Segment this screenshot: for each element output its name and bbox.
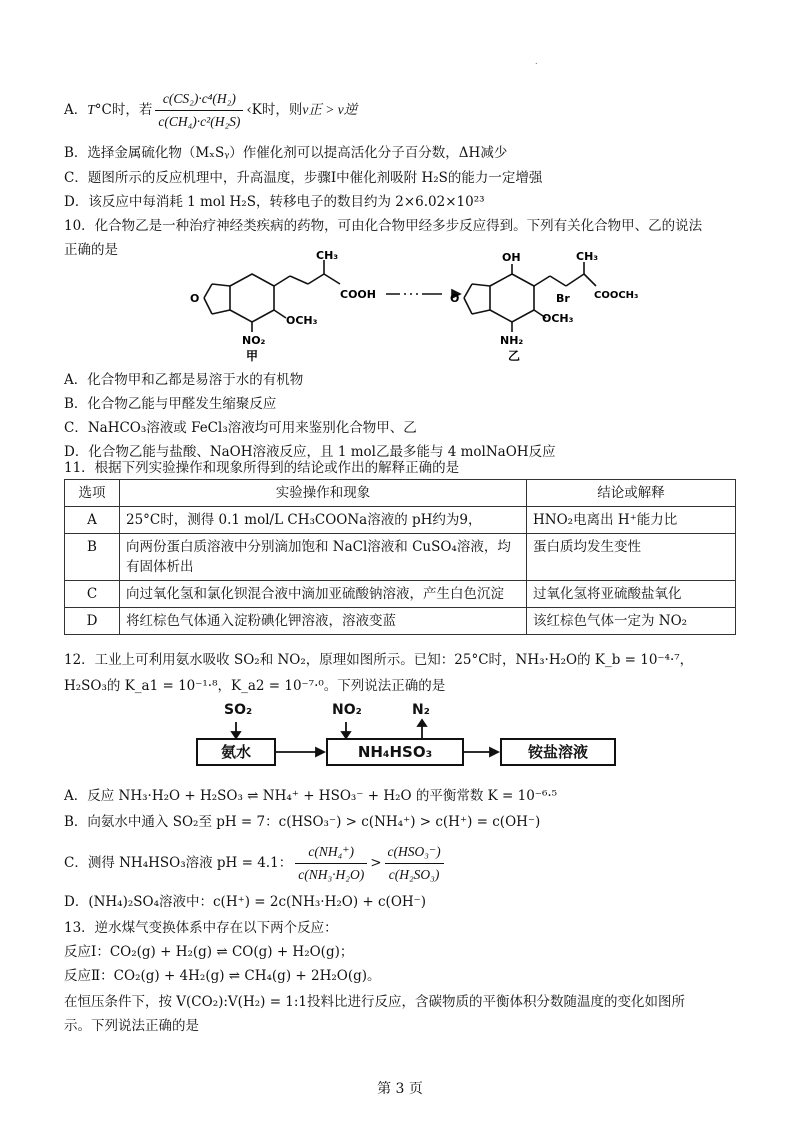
yi-cooch3-label: COOCH₃ [594, 290, 639, 301]
molecule-figure [190, 249, 639, 364]
flow-box-ammonia: 氨水 [196, 738, 276, 766]
q12-stem-line1: 12．工业上可利用氨水吸收 SO₂和 NO₂，原理如图所示。已知：25°C时，NH₃·H₂O的 K_b = 10⁻⁴·⁷， [64, 652, 694, 668]
q12-c-prefix: C．测得 NH₄HSO₃溶液 pH = 4.1： [64, 855, 293, 871]
page-number: 第 3 页 [377, 1081, 423, 1097]
q9-a-condition: ‹K时，则 [246, 102, 303, 118]
q12-option-c [64, 838, 447, 888]
row-option: A [65, 507, 120, 534]
yi-o-label: O [450, 292, 460, 305]
q13-reaction-1: 反应Ⅰ：CO₂(g) + H₂(g) ⇌ CO(g) + H₂O(g)； [64, 944, 354, 960]
yi-br-label: Br [556, 292, 570, 305]
row-operation: 将红棕色气体通入淀粉碘化钾溶液，溶液变蓝 [120, 608, 527, 635]
q9-option-b: B．选择金属硫化物（MₓSᵧ）作催化剂可以提高活化分子百分数，ΔH减少 [64, 145, 508, 161]
q9-option-d: D．该反应中每消耗 1 mol H₂S，转移电子的数目约为 2×6.02×10²³ [64, 194, 485, 210]
row-operation: 向过氧化氢和氯化钡混合液中滴加亚硫酸钠溶液，产生白色沉淀 [120, 581, 527, 608]
q10-stem-line2: 正确的是 [64, 242, 118, 258]
row-option: C [65, 581, 120, 608]
table-row [65, 507, 736, 534]
header-option: 选项 [65, 480, 120, 507]
yi-nh2-label: NH₂ [500, 334, 524, 347]
q11-table [64, 479, 736, 635]
q9-a-fraction [155, 89, 243, 132]
row-conclusion: 蛋白质均发生变性 [527, 534, 736, 581]
q12-c-den2: c(H₂SO₃) [388, 867, 440, 882]
flow-n2-label: N₂ [412, 702, 430, 718]
q10-option-b: B．化合物乙能与甲醛发生缩聚反应 [64, 396, 277, 412]
q13-stem: 13．逆水煤气变换体系中存在以下两个反应： [64, 920, 338, 936]
flow-so2-label: SO₂ [224, 702, 253, 718]
flow-box-ammonium-salt: 铵盐溶液 [500, 738, 616, 766]
q12-option-d: D．(NH₄)₂SO₄溶液中：c(H⁺) = 2c(NH₃·H₂O) + c(OH⁻) [64, 894, 427, 910]
q12-c-compare: > [370, 855, 382, 871]
jia-name-label: 甲 [246, 349, 259, 363]
q9-a-numerator: c(CS₂)·c⁴(H₂) [155, 89, 243, 111]
reaction-arrow [386, 290, 460, 298]
jia-o-label: O [190, 292, 200, 305]
q10-stem-line1: 10．化合物乙是一种治疗神经类疾病的药物，可由化合物甲经多步反应得到。下列有关化合物甲、乙的说法 [64, 218, 703, 234]
header-operation: 实验操作和现象 [120, 480, 527, 507]
jia-cooh-label: COOH [340, 288, 376, 301]
q9-a-prefix: A． [64, 102, 88, 118]
flow-no2-label: NO₂ [332, 702, 362, 718]
row-option: B [65, 534, 120, 581]
table-row [65, 581, 736, 608]
q9-a-cond: °C时，若 [94, 102, 153, 118]
header-conclusion: 结论或解释 [527, 480, 736, 507]
q12-option-a: A．反应 NH₃·H₂O + H₂SO₃ ⇌ NH₄⁺ + HSO₃⁻ + H₂O 的平衡常数 K = 10⁻⁶·⁵ [64, 788, 558, 804]
table-row [65, 534, 736, 581]
q11-stem: 11．根据下列实验操作和现象所得到的结论或作出的解释正确的是 [64, 460, 460, 476]
stray-mark: . [535, 57, 538, 66]
q13-condition-line1: 在恒压条件下，按 V(CO₂):V(H₂) = 1:1投料比进行反应，含碳物质的平衡体积分数随温度的变化如图所 [64, 994, 686, 1010]
row-operation: 向两份蛋白质溶液中分别滴加饱和 NaCl溶液和 CuSO₄溶液，均有固体析出 [120, 534, 527, 581]
jia-ch3-label: CH₃ [316, 249, 339, 262]
row-conclusion: 该红棕色气体一定为 NO₂ [527, 608, 736, 635]
q10-option-a: A．化合物甲和乙都是易溶于水的有机物 [64, 372, 304, 388]
q9-a-denominator: c(CH₄)·c²(H₂S) [158, 114, 241, 129]
q12-c-num1: c(NH₄⁺) [295, 842, 367, 864]
row-operation: 25°C时，测得 0.1 mol/L CH₃COONa溶液的 pH约为9， [120, 507, 527, 534]
jia-och3-label: OCH₃ [286, 314, 318, 327]
q12-stem-line2: H₂SO₃的 K_a1 = 10⁻¹·⁸，K_a2 = 10⁻⁷·⁰。下列说法正确的是 [64, 678, 446, 694]
yi-och3-label: OCH₃ [542, 312, 574, 325]
yi-ch3-label: CH₃ [576, 250, 599, 263]
yi-name-label: 乙 [508, 349, 521, 363]
table-header-row [65, 480, 736, 507]
jia-no2-label: NO₂ [242, 334, 266, 347]
q12-c-den1: c(NH₃·H₂O) [298, 867, 365, 882]
compound-yi-structure [464, 262, 596, 332]
q10-option-c: C．NaHCO₃溶液或 FeCl₃溶液均可用来鉴别化合物甲、乙 [64, 420, 417, 436]
q9-a-temp: T [87, 102, 95, 117]
q9-option-a [64, 88, 357, 132]
q9-option-c: C．题图所示的反应机理中，升高温度，步骤Ⅰ中催化剂吸附 H₂S的能力一定增强 [64, 170, 543, 186]
flow-box-nh4hso3: NH₄HSO₃ [326, 738, 464, 766]
q13-reaction-2: 反应Ⅱ：CO₂(g) + 4H₂(g) ⇌ CH₄(g) + 2H₂O(g)。 [64, 968, 381, 984]
q12-c-fraction-right [385, 842, 444, 885]
row-conclusion: HNO₂电离出 H⁺能力比 [527, 507, 736, 534]
compound-jia-structure [204, 260, 340, 332]
q13-condition-line2: 示。下列说法正确的是 [64, 1018, 199, 1034]
q12-c-fraction-left [295, 842, 367, 885]
row-conclusion: 过氧化氢将亚硫酸盐氧化 [527, 581, 736, 608]
q9-a-rate: v正 > v逆 [302, 102, 358, 117]
row-option: D [65, 608, 120, 635]
q12-flow-diagram [184, 702, 616, 764]
yi-oh-label: OH [502, 251, 521, 264]
table-row [65, 608, 736, 635]
q10-option-d: D．化合物乙能与盐酸、NaOH溶液反应，且 1 mol乙最多能与 4 molNaOH反应 [64, 444, 556, 460]
q12-c-num2: c(HSO₃⁻) [385, 842, 444, 864]
q12-option-b: B．向氨水中通入 SO₂至 pH = 7：c(HSO₃⁻) > c(NH₄⁺) > c(H⁺) = c(OH⁻) [64, 814, 541, 830]
